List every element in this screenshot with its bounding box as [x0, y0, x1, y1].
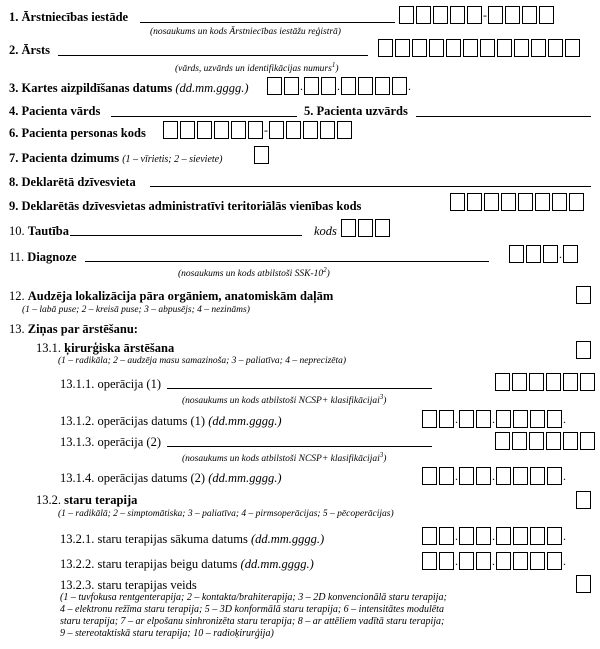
char-box[interactable] — [463, 39, 478, 57]
char-box[interactable] — [197, 121, 212, 139]
field-3-date-boxes[interactable] — [267, 76, 412, 96]
field-11-hint: (nosaukums un kods atbilstoši SSK-$10^2$) — [178, 266, 330, 280]
char-box[interactable] — [304, 77, 319, 95]
char-box[interactable] — [512, 373, 527, 391]
char-box[interactable] — [496, 467, 511, 485]
char-box[interactable] — [513, 552, 528, 570]
field-5-label: 5. Pacienta uzvārds — [304, 104, 408, 118]
char-box[interactable] — [565, 39, 580, 57]
field-13-2-label: 13.2. staru terapija — [36, 493, 138, 507]
field-13-1-1-code-boxes[interactable] — [495, 372, 597, 392]
char-box[interactable] — [514, 39, 529, 57]
char-box[interactable] — [467, 193, 482, 211]
box-separator: . — [408, 79, 411, 93]
char-box[interactable] — [412, 39, 427, 57]
field-13-1-1-input[interactable] — [167, 388, 432, 389]
char-box[interactable] — [163, 121, 178, 139]
field-4-label: 4. Pacienta vārds — [9, 104, 101, 118]
char-box[interactable] — [267, 77, 282, 95]
char-box[interactable] — [530, 410, 545, 428]
field-6-personal-code-boxes[interactable] — [163, 120, 354, 140]
char-box[interactable] — [552, 193, 567, 211]
field-2-input[interactable] — [58, 55, 368, 56]
char-box[interactable] — [512, 432, 527, 450]
field-13-label: 13. Ziņas par ārstēšanu: — [9, 322, 138, 336]
char-box[interactable] — [547, 552, 562, 570]
char-box[interactable] — [580, 373, 595, 391]
char-box[interactable] — [303, 121, 318, 139]
field-13-2-3-label: 13.2.3. staru terapijas veids — [60, 578, 197, 592]
char-box[interactable] — [392, 77, 407, 95]
box-separator: . — [455, 412, 458, 426]
field-7-label: 7. Pacienta dzimums (1 – vīrietis; 2 – sieviete) — [9, 151, 223, 165]
field-9-code-boxes[interactable] — [450, 192, 586, 212]
char-box[interactable] — [476, 410, 491, 428]
box-separator: . — [455, 469, 458, 483]
char-box[interactable] — [496, 410, 511, 428]
char-box[interactable] — [546, 432, 561, 450]
char-box[interactable] — [399, 6, 414, 24]
field-13-2-box[interactable] — [576, 490, 593, 510]
char-box[interactable] — [375, 219, 390, 237]
field-1-hint: (nosaukums un kods Ārstniecības iestāžu reģistrā) — [150, 27, 341, 37]
char-box[interactable] — [459, 527, 474, 545]
field-13-1-3-hint: (nosaukums un kods atbilstoši NCSP+ klasifikācijai$^3$) — [182, 451, 387, 465]
box-separator: . — [492, 554, 495, 568]
field-13-1-3-input[interactable] — [167, 446, 432, 447]
field-10-code-boxes[interactable] — [341, 218, 392, 238]
field-13-2-1-label: 13.2.1. staru terapijas sākuma datums (dd.mm.gggg.) — [60, 532, 325, 546]
field-13-2-hint: (1 – radikālā; 2 – simptomātiska; 3 – paliatīva; 4 – pirmsoperācijas; 5 – pēcoperācijas) — [58, 509, 394, 519]
char-box[interactable] — [439, 410, 454, 428]
char-box[interactable] — [180, 121, 195, 139]
char-box[interactable] — [341, 219, 356, 237]
field-13-2-3-hint-3: staru terapija; 7 – ar elpošanu sinhronizēta staru terapija; 8 – ar attēliem vadītā staru terapija; — [60, 616, 445, 627]
char-box[interactable] — [422, 552, 437, 570]
box-separator: . — [563, 529, 566, 543]
field-12-label: 12. Audzēja lokalizācija pāra orgāniem, anatomiskām daļām — [9, 289, 334, 303]
char-box[interactable] — [576, 575, 591, 593]
char-box[interactable] — [576, 491, 591, 509]
char-box[interactable] — [467, 6, 482, 24]
field-2-hint: (vārds, uzvārds un identifikācijas numurs$^1$) — [175, 61, 339, 75]
char-box[interactable] — [580, 432, 595, 450]
field-13-1-3-code-boxes[interactable] — [495, 431, 597, 451]
field-2-label: 2. Ārsts — [9, 43, 50, 57]
char-box[interactable] — [513, 467, 528, 485]
char-box[interactable] — [459, 410, 474, 428]
char-box[interactable] — [446, 39, 461, 57]
box-separator: . — [492, 412, 495, 426]
char-box[interactable] — [395, 39, 410, 57]
char-box[interactable] — [563, 245, 578, 263]
box-separator: - — [483, 8, 487, 22]
field-11-code-boxes[interactable] — [509, 244, 580, 264]
char-box[interactable] — [480, 39, 495, 57]
box-separator: . — [492, 529, 495, 543]
field-13-1-2-date-boxes[interactable] — [422, 409, 567, 429]
field-5-input[interactable] — [416, 116, 591, 117]
char-box[interactable] — [248, 121, 263, 139]
char-box[interactable] — [422, 467, 437, 485]
field-8-input[interactable] — [150, 186, 591, 187]
box-separator: - — [264, 123, 268, 137]
char-box[interactable] — [422, 410, 437, 428]
char-box[interactable] — [450, 6, 465, 24]
char-box[interactable] — [530, 527, 545, 545]
char-box[interactable] — [496, 527, 511, 545]
field-13-2-1-date-boxes[interactable] — [422, 526, 567, 546]
char-box[interactable] — [476, 552, 491, 570]
char-box[interactable] — [484, 193, 499, 211]
field-13-2-3-hint-4: 9 – stereotaktiskā staru terapija; 10 – radioķirurģija) — [60, 628, 274, 639]
char-box[interactable] — [501, 193, 516, 211]
char-box[interactable] — [563, 373, 578, 391]
field-10-label: 10. Tautība — [9, 224, 69, 238]
char-box[interactable] — [547, 467, 562, 485]
char-box[interactable] — [459, 552, 474, 570]
field-13-1-hint: (1 – radikāla; 2 – audzēja masu samazinoša; 3 – paliatīva; 4 – neprecizēta) — [58, 356, 347, 366]
field-13-1-1-label: 13.1.1. operācija (1) — [60, 377, 162, 391]
char-box[interactable] — [341, 77, 356, 95]
field-13-1-2-label: 13.1.2. operācijas datums (1) (dd.mm.gggg.) — [60, 414, 282, 428]
box-separator: . — [455, 529, 458, 543]
char-box[interactable] — [450, 193, 465, 211]
field-13-1-4-label: 13.1.4. operācijas datums (2) (dd.mm.gggg.) — [60, 471, 282, 485]
char-box[interactable] — [433, 6, 448, 24]
char-box[interactable] — [547, 527, 562, 545]
char-box[interactable] — [526, 245, 541, 263]
field-11-input[interactable] — [85, 261, 489, 262]
char-box[interactable] — [337, 121, 352, 139]
char-box[interactable] — [416, 6, 431, 24]
char-box[interactable] — [495, 432, 510, 450]
char-box[interactable] — [422, 527, 437, 545]
char-box[interactable] — [375, 77, 390, 95]
field-1-input[interactable] — [140, 22, 395, 23]
box-separator: . — [337, 79, 340, 93]
field-13-2-2-label: 13.2.2. staru terapijas beigu datums (dd.mm.gggg.) — [60, 557, 314, 571]
char-box[interactable] — [531, 39, 546, 57]
field-13-2-2-date-boxes[interactable] — [422, 551, 567, 571]
char-box[interactable] — [497, 39, 512, 57]
char-box[interactable] — [476, 527, 491, 545]
char-box[interactable] — [231, 121, 246, 139]
char-box[interactable] — [569, 193, 584, 211]
field-2-id-boxes[interactable] — [378, 38, 582, 58]
char-box[interactable] — [509, 245, 524, 263]
field-6-label: 6. Pacienta personas kods — [9, 126, 146, 140]
field-13-1-label: 13.1. ķirurģiska ārstēšana — [36, 341, 175, 355]
char-box[interactable] — [576, 286, 591, 304]
char-box[interactable] — [513, 527, 528, 545]
char-box[interactable] — [358, 219, 373, 237]
char-box[interactable] — [439, 467, 454, 485]
char-box[interactable] — [488, 6, 503, 24]
char-box[interactable] — [378, 39, 393, 57]
char-box[interactable] — [429, 39, 444, 57]
char-box[interactable] — [547, 410, 562, 428]
char-box[interactable] — [320, 121, 335, 139]
box-separator: . — [563, 412, 566, 426]
field-13-2-3-box[interactable] — [576, 574, 593, 594]
char-box[interactable] — [539, 6, 554, 24]
field-13-1-4-date-boxes[interactable] — [422, 466, 567, 486]
box-separator: . — [563, 554, 566, 568]
char-box[interactable] — [530, 467, 545, 485]
char-box[interactable] — [459, 467, 474, 485]
char-box[interactable] — [439, 552, 454, 570]
char-box[interactable] — [505, 6, 520, 24]
field-3-label: 3. Kartes aizpildīšanas datums (dd.mm.gggg.) — [9, 81, 249, 95]
char-box[interactable] — [529, 373, 544, 391]
field-13-2-3-hint-2: 4 – elektronu režīma staru terapija; 5 – 3D konformālā staru terapija; 6 – intensitātes modulēta — [60, 604, 444, 615]
field-10-kods-label: kods — [314, 224, 337, 238]
field-11-label: 11. Diagnoze — [9, 250, 77, 264]
field-12-hint: (1 – labā puse; 2 – kreisā puse; 3 – abpusējs; 4 – nezināms) — [22, 305, 250, 315]
field-9-label: 9. Deklarētās dzīvesvietas administratīvi teritoriālās vienības kods — [9, 199, 362, 213]
char-box[interactable] — [546, 373, 561, 391]
field-12-box[interactable] — [576, 285, 593, 305]
field-1-label: 1. Ārstniecības iestāde — [9, 10, 129, 24]
char-box[interactable] — [548, 39, 563, 57]
field-7-gender-box[interactable] — [254, 145, 271, 165]
char-box[interactable] — [529, 432, 544, 450]
box-separator: . — [455, 554, 458, 568]
char-box[interactable] — [439, 527, 454, 545]
box-separator: . — [300, 79, 303, 93]
box-separator: . — [563, 469, 566, 483]
char-box[interactable] — [495, 373, 510, 391]
char-box[interactable] — [576, 341, 591, 359]
char-box[interactable] — [284, 77, 299, 95]
char-box[interactable] — [214, 121, 229, 139]
box-separator: . — [492, 469, 495, 483]
char-box[interactable] — [254, 146, 269, 164]
field-10-input[interactable] — [70, 235, 302, 236]
char-box[interactable] — [358, 77, 373, 95]
field-1-code-boxes[interactable] — [399, 5, 556, 25]
char-box[interactable] — [530, 552, 545, 570]
char-box[interactable] — [535, 193, 550, 211]
char-box[interactable] — [269, 121, 284, 139]
box-separator: . — [559, 247, 562, 261]
field-4-input[interactable] — [111, 116, 297, 117]
field-13-1-1-hint: (nosaukums un kods atbilstoši NCSP+ klasifikācijai$^3$) — [182, 393, 387, 407]
char-box[interactable] — [513, 410, 528, 428]
field-13-1-3-label: 13.1.3. operācija (2) — [60, 435, 162, 449]
field-13-1-box[interactable] — [576, 340, 593, 360]
field-13-2-3-hint-1: (1 – tuvfokusa rentgenterapija; 2 – kontakta/brahiterapija; 3 – 2D konvencionālā staru terapija; — [60, 592, 447, 603]
char-box[interactable] — [522, 6, 537, 24]
char-box[interactable] — [496, 552, 511, 570]
char-box[interactable] — [543, 245, 558, 263]
field-8-label: 8. Deklarētā dzīvesvieta — [9, 175, 136, 189]
char-box[interactable] — [286, 121, 301, 139]
char-box[interactable] — [563, 432, 578, 450]
char-box[interactable] — [476, 467, 491, 485]
char-box[interactable] — [518, 193, 533, 211]
char-box[interactable] — [321, 77, 336, 95]
